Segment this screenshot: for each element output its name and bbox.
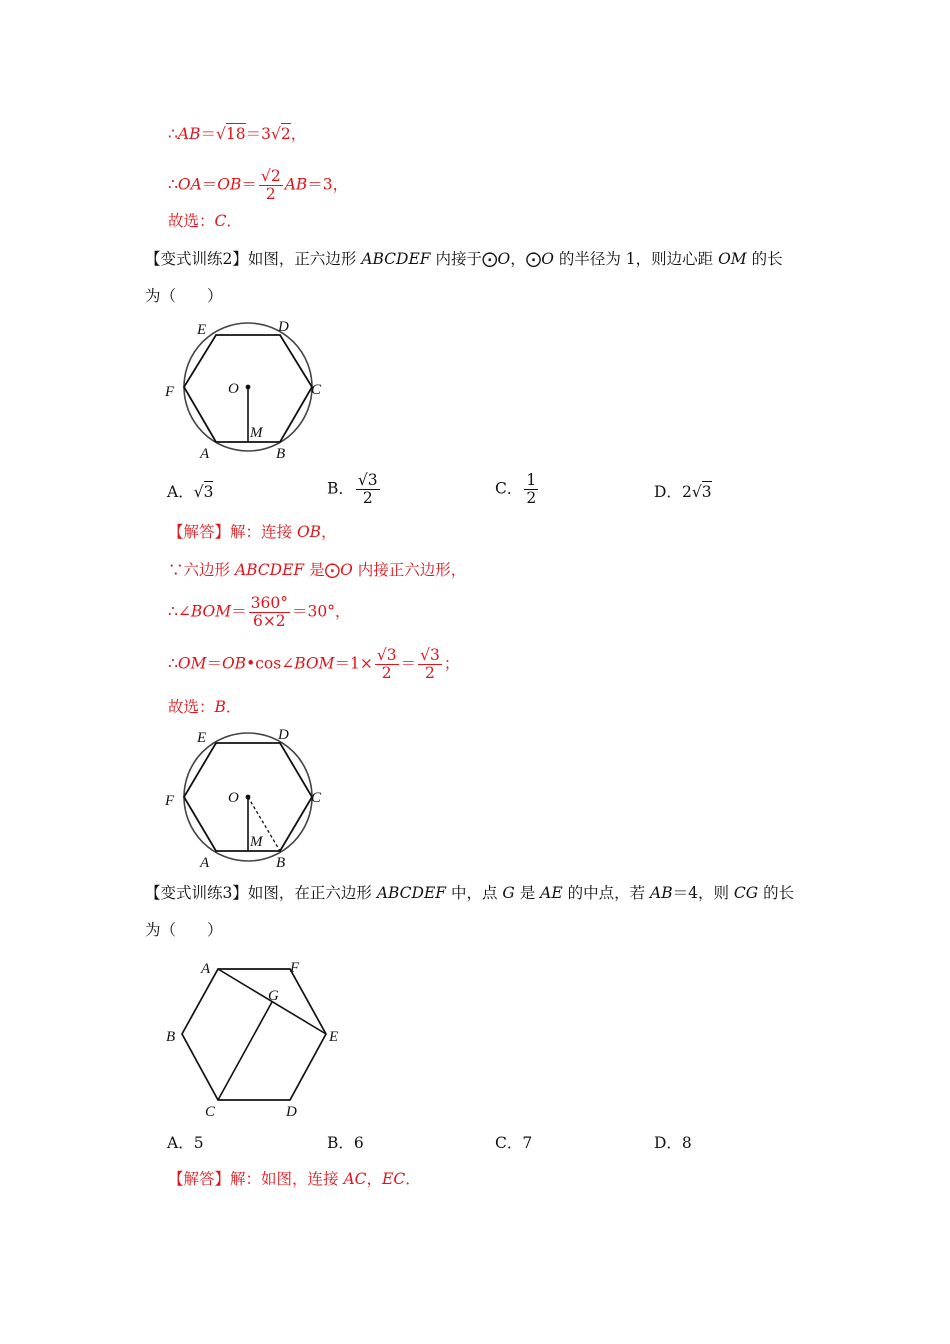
q2-figure [160,316,340,464]
q2-answer-line-2: ∵六边形 ABCDEF 是⨀O 内接正六边形， [168,561,467,579]
q2-answer-line-4: ∴OM＝OB•cos∠BOM＝1× $\frac{√3}{2}$ ＝ $\frac{√3}{2}$ ； [168,646,460,682]
q2-label-B: B [276,446,286,462]
q2-option-d[interactable]: D．2√3 [654,483,712,501]
q2s-label-C: C [311,790,322,806]
q2-stem-line-1: 【变式训练2】如图，正六边形 ABCDEF 内接于⨀O，⨀O 的半径为 1，则边心距 OM 的长 [145,250,783,268]
q3-option-a[interactable]: A．5 [167,1134,204,1152]
prev-line-1: ∴AB＝√18＝3√2， [168,125,307,143]
q3-figure [160,952,360,1122]
q2s-label-D: D [278,727,289,743]
prev-line-3: 故选：C． [168,212,242,230]
q2-label-C: C [311,382,322,398]
q3-cg-segment [218,1002,272,1100]
q2s-label-F: F [165,793,175,809]
q2-label-F: F [165,384,175,400]
q3-stem-line-1: 【变式训练3】如图，在正六边形 ABCDEF 中，点 G 是 AE 的中点，若 AB＝4，则 CG 的长 [145,884,795,902]
q3-tag: 【变式训练3】 [145,884,248,902]
q3-option-d[interactable]: D．8 [654,1134,692,1152]
q2s-center-dot [246,795,251,800]
q3-label-E: E [329,1029,339,1045]
q3-option-c[interactable]: C．7 [495,1134,533,1152]
q2-stem-line-2: 为（ ） [145,287,223,305]
q2-label-D: D [278,319,289,335]
q2-tag: 【变式训练2】 [145,250,248,268]
q2s-label-B: B [276,855,286,871]
q2-solution-figure [160,726,340,874]
q3-label-F: F [290,960,300,976]
q2-label-A: A [200,446,210,462]
q2-label-M: M [250,425,263,441]
q2s-label-M: M [250,834,263,850]
prev-line-2: ∴OA＝OB＝ $\frac{√2}{2}$ AB＝3， [168,167,349,203]
q2s-label-E: E [197,730,207,746]
q2-answer-line-5: 故选：B． [168,698,242,716]
q3-option-b[interactable]: B．6 [327,1134,364,1152]
q2-label-O: O [228,381,239,397]
q3-label-A: A [201,961,211,977]
q3-label-B: B [166,1029,176,1045]
q2-center-dot [246,385,251,390]
q2-answer-line-1: 【解答】解：连接 OB， [168,523,337,541]
q2-label-E: E [197,322,207,338]
q2s-label-O: O [228,790,239,806]
q3-label-D: D [286,1104,297,1120]
q2-answer-line-3: ∴∠BOM＝ $\frac{360^\circ}{6\times 2}$ ＝30°， [168,594,351,630]
q3-stem-line-2: 为（ ） [145,921,223,939]
q3-answer-line-1: 【解答】解：如图，连接 AC，EC． [168,1170,421,1188]
q3-label-G: G [268,988,279,1004]
q2s-label-A: A [200,855,210,871]
q3-label-C: C [205,1104,216,1120]
q2-option-a[interactable]: A．√3 [167,483,214,501]
q2-option-c[interactable]: C． $\frac{1}{2}$ [495,471,537,507]
q2-option-b[interactable]: B． $\frac{√3}{2}$ [327,471,378,507]
